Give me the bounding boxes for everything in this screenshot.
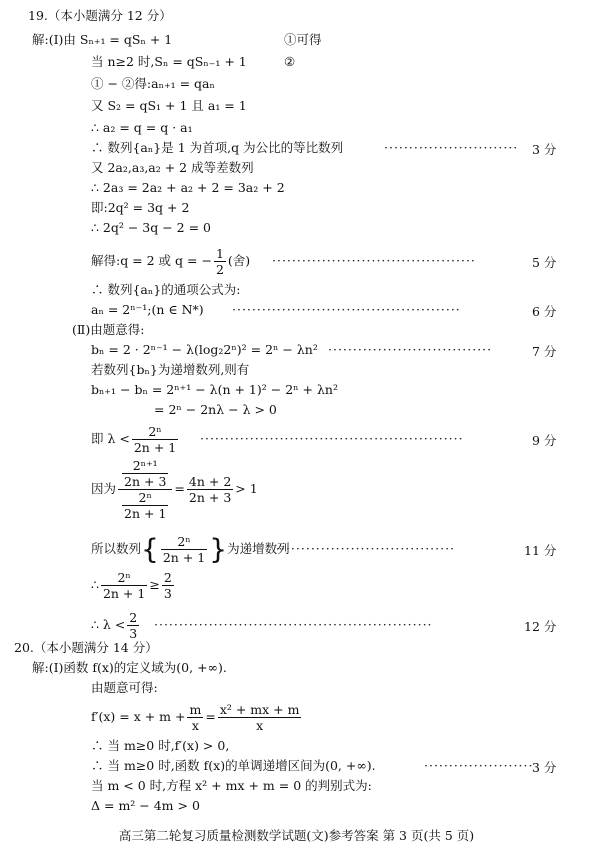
q19-line-16: 若数列{bₙ}为递增数列,则有 (91, 362, 250, 377)
q19-line-10: ∴ 2q² − 3q − 2 = 0 (91, 220, 212, 235)
score-7: 7 分 (532, 344, 557, 359)
leader-dots: ························································ (154, 617, 433, 632)
q19-ratio-line (91, 454, 258, 524)
increasing-text: 为递增数列 (227, 541, 290, 556)
q19-line-1: 解:(Ⅰ)由 Sₙ₊₁ = qSₙ + 1 (32, 32, 173, 47)
q20-line-5: ∴ 当 m≥0 时,函数 f(x)的单调递增区间为(0, +∞). (91, 758, 376, 773)
score-3-q20: 3 分 (532, 760, 557, 775)
seq-text: 所以数列 (91, 541, 142, 556)
leader-dots: ·············································· (232, 302, 461, 317)
q19-line-7: 又 2a₂,a₃,a₂ + 2 成等差数列 (91, 160, 254, 175)
eq-sign: = (174, 481, 185, 496)
frac-ge-left: $\frac{\text{2ⁿ}}{2n + 1}$ (102, 570, 146, 601)
q20-derivative-line (91, 700, 303, 734)
final-lambda: ∴ λ < (91, 617, 126, 632)
frac-ratio: $\frac{\frac{\text{2ⁿ⁺¹}}{2n + 3}}{\frac{\text{2ⁿ}}{2n + 1}}$ (118, 458, 172, 521)
gt-one: > 1 (235, 481, 258, 496)
frac-final: $\frac{2}{3}$ (129, 610, 138, 641)
q20-header: 20.（本小题满分 14 分） (14, 640, 158, 655)
frac-half: $\frac{1}{2}$ (215, 246, 224, 277)
q20-line-7: Δ = m² − 4m > 0 (91, 798, 200, 813)
frac-seq: $\frac{\text{2ⁿ}}{2n + 1}$ (162, 534, 206, 565)
frac-quadratic: $\frac{\text{x² + mx + m}}{x}$ (219, 702, 300, 733)
score-11: 11 分 (524, 543, 557, 558)
ge-sign: ≥ (149, 577, 160, 592)
q19-header: 19.（本小题满分 12 分） (28, 8, 172, 23)
q19-line-5: ∴ a₂ = q = q · a₁ (91, 120, 193, 135)
q19-mark-1: ①可得 (284, 32, 322, 47)
derivative-text: f′(x) = x + m + (91, 709, 186, 724)
leader-dots: ···································· (276, 541, 456, 556)
frac-4n2: $\frac{4n + 2}{2n + 3}$ (188, 474, 232, 505)
q19-line-15: bₙ = 2 · 2ⁿ⁻¹ − λ(log₂2ⁿ)² = 2ⁿ − λn² (91, 342, 318, 357)
q19-line-4: 又 S₂ = qS₁ + 1 且 a₁ = 1 (91, 98, 247, 113)
part-2-header: (Ⅱ)由题意得: (72, 322, 145, 337)
score-5: 5 分 (532, 255, 557, 270)
q20-line-6: 当 m < 0 时,方程 x² + mx + m = 0 的判别式为: (91, 778, 372, 793)
leader-dots: ······················ (424, 758, 534, 773)
leader-dots: ································· (328, 342, 493, 357)
page-footer: 高三第二轮复习质量检测数学试题(文)参考答案 第 3 页(共 5 页) (118, 828, 475, 843)
q19-seq-line (91, 532, 290, 567)
q19-line-13: aₙ = 2ⁿ⁻¹;(n ∈ N*) (91, 302, 204, 317)
q19-line-18: = 2ⁿ − 2nλ − λ > 0 (154, 402, 277, 417)
score-3: 3 分 (532, 142, 557, 157)
q19-ge-line (91, 568, 176, 602)
q20-line-4: ∴ 当 m≥0 时,f′(x) > 0, (91, 738, 230, 753)
q19-line-6: ∴ 数列{aₙ}是 1 为首项,q 为公比的等比数列 (91, 140, 344, 155)
right-brace: } (209, 532, 228, 566)
frac-m-x: $\frac{m}{x}$ (189, 702, 202, 733)
q19-lambda-line (91, 422, 180, 456)
reject-text: (舍) (227, 253, 251, 268)
solve-text: 解得:q = 2 或 q = − (91, 253, 212, 268)
frac-2n-over-2n1: $\frac{\text{2ⁿ}}{2n + 1}$ (133, 424, 177, 455)
q20-line-1: 解:(Ⅰ)函数 f(x)的定义域为(0, +∞). (32, 660, 227, 675)
leader-dots: ··························· (384, 140, 519, 155)
q19-solve-line (91, 244, 250, 278)
lambda-text: 即 λ < (91, 431, 130, 446)
frac-two-thirds: $\frac{2}{3}$ (163, 570, 172, 601)
score-9: 9 分 (532, 433, 557, 448)
therefore: ∴ (91, 577, 99, 592)
score-12: 12 分 (524, 619, 557, 634)
q19-line-3: ① − ②得:aₙ₊₁ = qaₙ (91, 76, 215, 91)
score-6: 6 分 (532, 304, 557, 319)
q19-line-9: 即:2q² = 3q + 2 (91, 200, 190, 215)
q19-mark-2: ② (284, 54, 296, 69)
q19-line-17: bₙ₊₁ − bₙ = 2ⁿ⁺¹ − λ(n + 1)² − 2ⁿ + λn² (91, 382, 338, 397)
q20-line-2: 由题意可得: (91, 680, 158, 695)
q19-line-12: ∴ 数列{aₙ}的通项公式为: (91, 282, 241, 297)
leader-dots: ····················································· (200, 431, 464, 446)
leader-dots: ········································· (272, 253, 476, 268)
q19-line-8: ∴ 2a₃ = 2a₂ + a₂ + 2 = 3a₂ + 2 (91, 180, 285, 195)
because-text: 因为 (91, 481, 117, 496)
left-brace: { (141, 532, 159, 566)
q19-final-line (91, 608, 141, 642)
q19-line-2: 当 n≥2 时,Sₙ = qSₙ₋₁ + 1 (91, 54, 247, 69)
eq-sign-2: = (205, 709, 216, 724)
